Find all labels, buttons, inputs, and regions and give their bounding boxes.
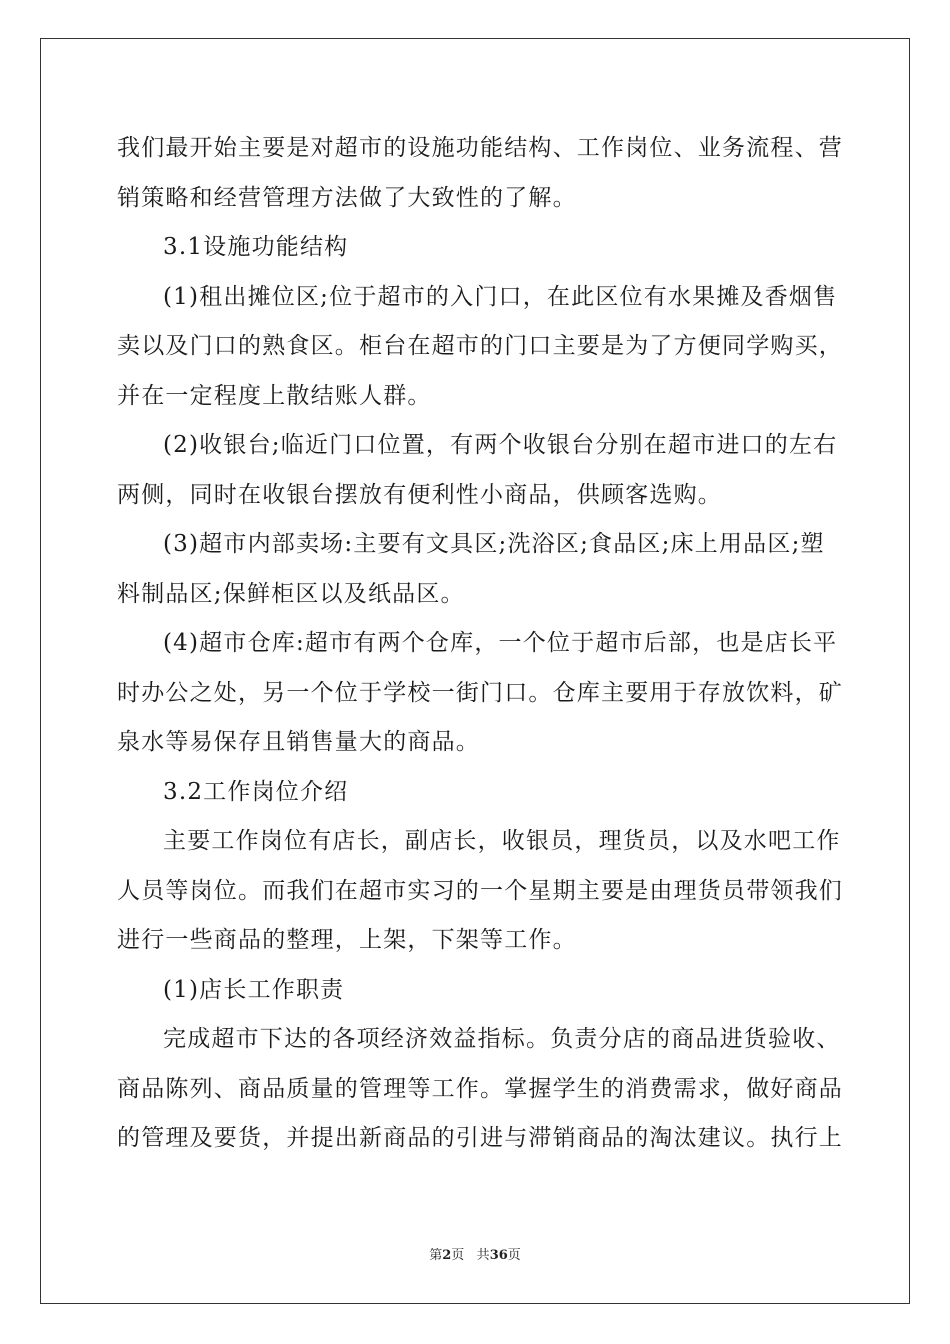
page-suffix: 页: [451, 1248, 465, 1263]
paragraph-line: 时办公之处，另一个位于学校一街门口。仓库主要用于存放饮料，矿: [117, 679, 843, 706]
paragraph-line: 进行一些商品的整理，上架，下架等工作。: [117, 927, 577, 953]
document-body: [117, 124, 843, 1164]
paragraph-line: 我们最开始主要是对超市的设施功能结构、工作岗位、业务流程、营: [117, 135, 843, 161]
paragraph-line: 泉水等易保存且销售量大的商品。: [117, 729, 480, 755]
page-prefix: 第: [429, 1248, 443, 1263]
paragraph-line: 的管理及要货，并提出新商品的引进与滞销商品的淘汰建议。执行上: [117, 1125, 843, 1151]
paragraph-line: (3)超市内部卖场:主要有文具区;洗浴区;食品区;床上用品区;塑: [163, 531, 825, 557]
paragraph-line: 商品陈列、商品质量的管理等工作。掌握学生的消费需求，做好商品: [117, 1075, 843, 1102]
section-heading: 3.2工作岗位介绍: [163, 778, 349, 805]
page-number: 2: [442, 1248, 452, 1263]
total-prefix: 共: [476, 1248, 490, 1263]
paragraph-line: 完成超市下达的各项经济效益指标。负责分店的商品进货验收、: [163, 1026, 841, 1052]
paragraph-line: (1)租出摊位区;位于超市的入门口，在此区位有水果摊及香烟售: [163, 283, 838, 310]
paragraph-line: (2)收银台;临近门口位置，有两个收银台分别在超市进口的左右: [163, 432, 838, 458]
paragraph-line: 卖以及门口的熟食区。柜台在超市的门口主要是为了方便同学购买，: [117, 333, 843, 359]
total-suffix: 页: [507, 1248, 521, 1263]
paragraph-line: 主要工作岗位有店长，副店长，收银员，理货员，以及水吧工作: [163, 828, 841, 854]
paragraph-line: 人员等岗位。而我们在超市实习的一个星期主要是由理货员带领我们: [117, 877, 843, 904]
total-pages: 36: [489, 1248, 508, 1263]
paragraph-line: 料制品区;保鲜柜区以及纸品区。: [117, 580, 465, 607]
subsection-heading: (1)店长工作职责: [163, 976, 345, 1003]
paragraph-line: 并在一定程度上散结账人群。: [117, 382, 432, 409]
paragraph-line: 销策略和经营管理方法做了大致性的了解。: [117, 184, 577, 211]
page-footer: [0, 1244, 950, 1263]
paragraph-line: (4)超市仓库:超市有两个仓库，一个位于超市后部，也是店长平: [163, 630, 838, 656]
section-heading: 3.1设施功能结构: [163, 234, 349, 260]
paragraph-line: 两侧，同时在收银台摆放有便利性小商品，供顾客选购。: [117, 481, 722, 508]
